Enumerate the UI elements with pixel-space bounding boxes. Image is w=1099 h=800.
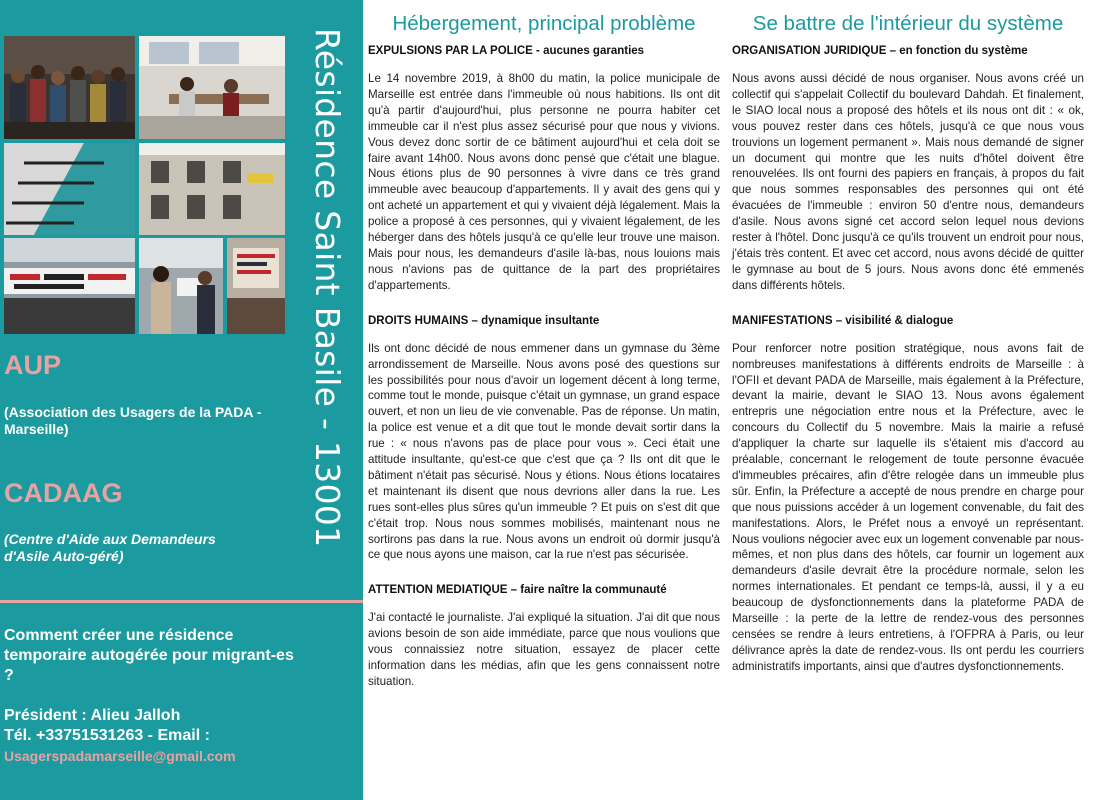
org-aup-name: AUP xyxy=(4,350,62,380)
section-title: MANIFESTATIONS – visibilité & dialogue xyxy=(732,314,954,327)
column-body xyxy=(368,45,720,711)
divider xyxy=(0,600,363,603)
protest-sign-photo xyxy=(227,238,285,334)
building-photo xyxy=(139,143,285,235)
president-line: Président : Alieu Jalloh xyxy=(4,707,181,724)
protesters-photo xyxy=(139,238,223,334)
section-title: DROITS HUMAINS – dynamique insultante xyxy=(368,314,600,327)
section-text: J'ai contacté le journaliste. J'ai expliqué la situation. J'ai dit que nous avions besoin de son aide immédiate, parce que nous voulions que vous connaissiez notre situation, essayez de placer cette information dans les médias, afin que les gens connaissent notre situation. xyxy=(368,611,720,688)
headline-question: Comment créer une résidence temporaire autogérée pour migrant-es ? xyxy=(4,627,294,684)
section-title: ATTENTION MEDIATIQUE – faire naître la communauté xyxy=(368,584,667,597)
section-text: Le 14 novembre 2019, à 8h00 du matin, la police municipale de Marseille est entrée dans l'immeuble où nous habitions. Ils ont dit qu'à partir d'aujourd'hui, plus personne ne pourra habiter cet immeuble car il n'est plus assez sécurisé pour que nous y vivions. Vous devez donc sortir de ce bâtiment aujourd'hui et cela doit se faire avant 14h00. Nous avons donc pensé que c'était une blague. Nous étions plus de 90 personnes à vivre dans ce très grand immeuble avec beaucoup d'appartements. Il y avait des gens qui y ont acheté un appartement et qui y vivaient déjà légalement. Mais la police a proposé à ces personnes, qui y vivaient légalement, de les héberger dans des hôtels jusqu'à ce qu'elle leur trouve une maison. Mais pour nous, les demandeurs d'asile là-bas, nous louions mais nous n'avions pas de quittance de la part des propriétaires d'appartements. xyxy=(368,72,720,292)
column-heading: Hébergement, principal problème xyxy=(392,12,696,35)
section-text: Ils ont donc décidé de nous emmener dans un gymnase du 3ème arrondissement de Marseille. Nous avons posé des questions sur les possibilités pour nous d'avoir un logement décent à long terme, comme tout le monde, puisque c'était un gymnase, un grand espace ouvert, et non un lieu de vie convenable. Pas de réponse. Un matin, la police est venue et a dit que tout le monde devait sortir dans la rue : « nous n'avons pas de place pour vous ». Ceci était une attitude insultante, qu'est-ce que c'est que ça ? Ils ont dit que le bâtiment n'était pas sécurisé. Nous y étions. Nous étions locataires et maintenant ils disent que nous devrions aller dans la rue. Les rues sont-elles plus sûres qu'un immeuble ? Et puis on s'est dit que c'était trop. Nous nous sommes mobilisés, maintenant nous ne sortirons pas dans la rue. Nous avons un endroit où dormir jusqu'à ce que nous ayons une maison, car la rue n'est pas sécurisée. xyxy=(368,341,720,562)
org-cadaag-name: CADAAG xyxy=(4,478,123,508)
section-text: Pour renforcer notre position stratégique, nous avons fait de nombreuses manifestations à différents endroits de Marseille : à l'OFII et devant PADA de Marseille, mais également à la Préfecture, devant la mairie, devant le SIAO 13. Nous avons également entrepris une négociation entre nous et la Préfecture, avec le concours du Collectif du 5 novembre. Mais la mairie a refusé d'appliquer la charte sur laquelle ils s'étaient mis d'accord au préalable, concernant le relogement de toute personne évacuée d'immeubles précaires, afin d'être relogée dans un immeuble plus sûr. Enfin, la Préfecture a accepté de nous prendre en charge pour que nous puissions accéder à un logement convenable, du fait des manifestations. Alors, le Préfet nous a envoyé un représentant. Nous voulions négocier avec eux un logement convenable par nous-mêmes, et non plus dans des hôtels, car fournir un logement aux demandeurs d'asile devrait être la procédure normale, selon les normes internationales. Et pendant ce temps-là, aussi, il y a eu beaucoup de dysfonctionnements dans la plateforme PADA de Marseille : la perte de la lettre de rendez-vous des personnes censées se rendre à leurs entretiens, à l'OFPRA à Paris, ou leur délivrance après la date de rendez-vous. Ils ont perdu les courriers administratifs importants, ainsi que d'autres dysfonctionnements. xyxy=(732,341,1084,673)
group-photo xyxy=(4,36,135,139)
email-link[interactable]: Usagerspadamarseille@gmail.com xyxy=(4,748,236,764)
section-text: Nous avons aussi décidé de nous organiser. Nous avons créé un collectif qui s'appelait Collectif du boulevard Dahdah. Et finalement, le SIAO local nous a proposé des hôtels et ils nous ont dit : « ok, vous pouvez rester dans ces hôtels, jusqu'à ce que nous vous trouvions un logement permanent ». Mais nous demandé de signer un document qui montre que les nuits d'hôtel doivent être renouvelées. Ils ont fourni des papiers en français, à propos du fait que nous sommes responsables des personnes qui ont été évacuées de l'immeuble : environ 50 d'entre nous, demandeurs d'asile. Nous avons signé cet accord selon lequel nous devions rester à l'hôtel. Donc jusqu'à ce qu'ils trouvent un endroit pour nous, j'étais très content. Et avec cet accord, nous avons décidé de quitter le gymnase au bout de 5 jours. Nous avons donc été emmenés dans différents hôtels. xyxy=(732,72,1084,292)
staircase-photo xyxy=(4,143,135,235)
column-heading: Se battre de l'intérieur du système xyxy=(752,12,1064,35)
column-housing xyxy=(368,0,720,800)
phone-line: Tél. +33751531263 - Email : xyxy=(4,727,210,744)
protest-banner-photo xyxy=(4,238,135,334)
org-cadaag-desc: (Centre d'Aide aux Demandeurs d'Asile Auto-géré) xyxy=(4,531,216,564)
column-system xyxy=(732,0,1084,800)
meeting-room-photo xyxy=(139,36,285,139)
section-title: ORGANISATION JURIDIQUE – en fonction du système xyxy=(732,45,1028,57)
org-aup-desc: (Association des Usagers de la PADA - Marseille) xyxy=(4,404,262,437)
section-title: EXPULSIONS PAR LA POLICE - aucunes garanties xyxy=(368,45,645,57)
photo-collage xyxy=(0,0,290,340)
vertical-title: Résidence Saint Basile - 13001 xyxy=(308,28,347,548)
sidebar xyxy=(0,0,363,800)
column-body xyxy=(732,45,1084,696)
